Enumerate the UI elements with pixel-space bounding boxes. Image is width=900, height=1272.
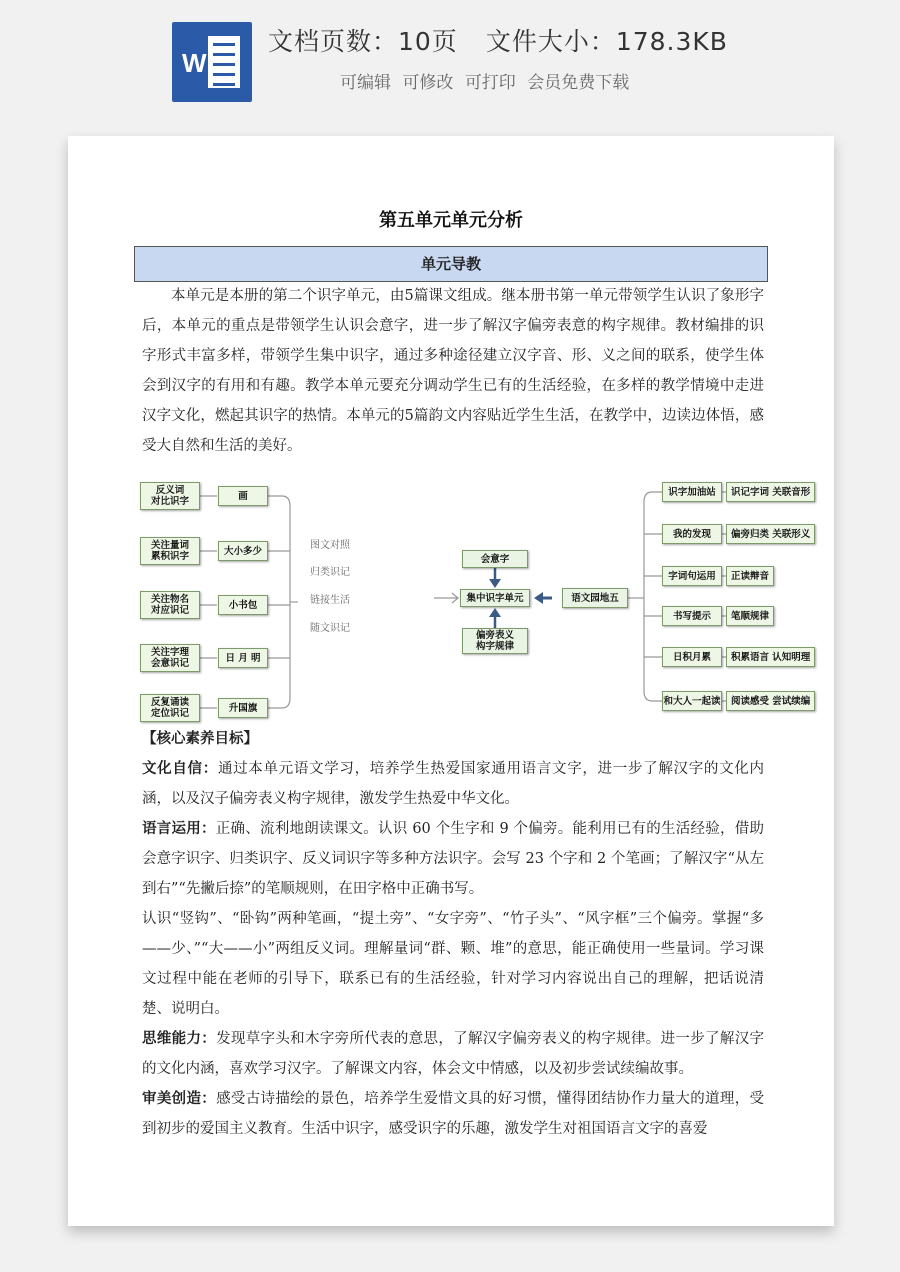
right-item-1: 识字加油站 bbox=[662, 482, 722, 502]
feature-printable: 可打印 bbox=[464, 73, 516, 93]
right-focus-6: 阅读感受 尝试续编 bbox=[726, 691, 815, 711]
goal-aesthetic bbox=[142, 1084, 764, 1144]
goal-aesthetic-label: 审美创造： bbox=[142, 1091, 217, 1107]
goal-thinking-text: 发现草字头和木字旁所代表的意思，了解汉字偏旁表义的构字规律。进一步了解汉字的文化内涵，喜欢学习汉字。了解课文内容，体会文中情感，以及初步尝试续编故事。 bbox=[142, 1031, 765, 1077]
center-box: 集中识字单元 bbox=[460, 589, 530, 607]
section-header: 单元导教 bbox=[134, 246, 768, 282]
method-label-4: 随文识记 bbox=[310, 623, 350, 634]
right-item-3: 字词句运用 bbox=[662, 566, 722, 586]
left-lesson-3: 小书包 bbox=[218, 595, 268, 615]
right-item-6: 和大人一起读 bbox=[662, 691, 722, 711]
method-label-3: 链接生活 bbox=[310, 595, 350, 606]
right-focus-2: 偏旁归类 关联形义 bbox=[726, 524, 815, 544]
word-document-icon: W bbox=[172, 22, 252, 102]
document-page bbox=[68, 136, 834, 1226]
goal-language-continued: 认识“竖钩”、“卧钩”两种笔画，“提土旁”、“女字旁”、“竹子头”、“风字框”三个偏旁。掌握“多——少、”“大——小”两组反义词。理解量词“群、颗、堆”的意思，能正确使用一些量词。学习课文过程中能在老师的引导下，联系已有的生活经验，针对学习内容说出自己的理解，把话说清楚、说明白。 bbox=[142, 911, 764, 1017]
goal-language bbox=[142, 814, 764, 904]
right-focus-1: 识记字词 关联音形 bbox=[726, 482, 815, 502]
feature-editable: 可编辑 bbox=[340, 73, 391, 93]
method-label-1: 图文对照 bbox=[310, 540, 350, 551]
left-method-3: 关注物名 对应识记 bbox=[140, 591, 200, 619]
goal-culture-label: 文化自信： bbox=[142, 761, 218, 777]
intro-text: 本单元是本册的第二个识字单元，由5篇课文组成。继本册书第一单元带领学生认识了象形字后，本单元的重点是带领学生认识会意字，进一步了解汉字偏旁表意的构字规律。教材编排的识字形式丰富多样，带领学生集中识字，通过多种途径建立汉字音、形、义之间的联系，使学生体会到汉字的有用和有趣。教学本单元要充分调动学生已有的生活经验，在多样的教学情境中走进汉字文化，燃起其识字的热情。本单元的5篇韵文内容贴近学生生活，在教学中，边读边体悟，感受大自然和生活的美好。 bbox=[142, 288, 764, 454]
file-info bbox=[268, 22, 756, 58]
left-lesson-2: 大小多少 bbox=[218, 541, 268, 561]
right-focus-4: 笔顺规律 bbox=[726, 606, 774, 626]
intro-paragraph bbox=[142, 281, 764, 461]
goal-culture bbox=[142, 754, 764, 814]
garden-box: 语文园地五 bbox=[562, 588, 628, 608]
goal-aesthetic-text: 感受古诗描绘的景色，培养学生爱惜文具的好习惯，懂得团结协作力量大的道理，受到初步的爱国主义教育。生活中识字，感受识字的乐趣，激发学生对祖国语言文字的喜爱 bbox=[142, 1091, 765, 1137]
right-item-4: 书写提示 bbox=[662, 606, 722, 626]
right-focus-3: 正读辩音 bbox=[726, 566, 774, 586]
feature-member-download: 会员免费下载 bbox=[527, 73, 630, 93]
left-method-2: 关注量词 累积识字 bbox=[140, 537, 200, 565]
left-lesson-5: 升国旗 bbox=[218, 698, 268, 718]
method-label-2: 归类识记 bbox=[310, 567, 350, 578]
right-item-2: 我的发现 bbox=[662, 524, 722, 544]
goal-language-label: 语言运用： bbox=[142, 821, 216, 837]
left-lesson-1: 画 bbox=[218, 486, 268, 506]
feature-list bbox=[340, 68, 635, 93]
document-title: 第五单元单元分析 bbox=[379, 210, 523, 231]
page-count: 文档页数：10页 bbox=[268, 27, 458, 56]
left-lesson-4: 日 月 明 bbox=[218, 648, 268, 668]
left-method-1: 反义词 对比识字 bbox=[140, 482, 200, 510]
left-method-4: 关注字理 会意识记 bbox=[140, 644, 200, 672]
right-focus-5: 积累语言 认知明理 bbox=[726, 647, 815, 667]
right-item-5: 日积月累 bbox=[662, 647, 722, 667]
goal-thinking bbox=[142, 1024, 764, 1084]
core-goals bbox=[142, 724, 764, 1144]
download-header bbox=[0, 0, 900, 120]
unit-structure-diagram bbox=[140, 478, 811, 726]
goal-culture-text: 通过本单元语文学习，培养学生热爱国家通用语言文字，进一步了解汉字的文化内涵，以及汉子偏旁表义构字规律，激发学生热爱中华文化。 bbox=[142, 761, 764, 807]
left-method-5: 反复诵读 定位识记 bbox=[140, 694, 200, 722]
goal-language-text: 正确、流利地朗读课文。认识 60 个生字和 9 个偏旁。能利用已有的生活经验，借助会意字识字、归类识字、反义词识字等多种方法识字。会写 23 个字和 2 个笔画；了解汉字“从左到右”“先撇后捺”的笔顺规则，在田字格中正确书写。 bbox=[142, 821, 764, 897]
center-bottom-box: 偏旁表义 构字规律 bbox=[462, 628, 528, 654]
goal-thinking-label: 思维能力： bbox=[142, 1031, 217, 1047]
goals-heading: 【核心素养目标】 bbox=[142, 731, 258, 747]
feature-modifiable: 可修改 bbox=[402, 73, 454, 93]
file-size: 文件大小：178.3KB bbox=[485, 27, 728, 56]
center-top-box: 会意字 bbox=[462, 550, 528, 568]
